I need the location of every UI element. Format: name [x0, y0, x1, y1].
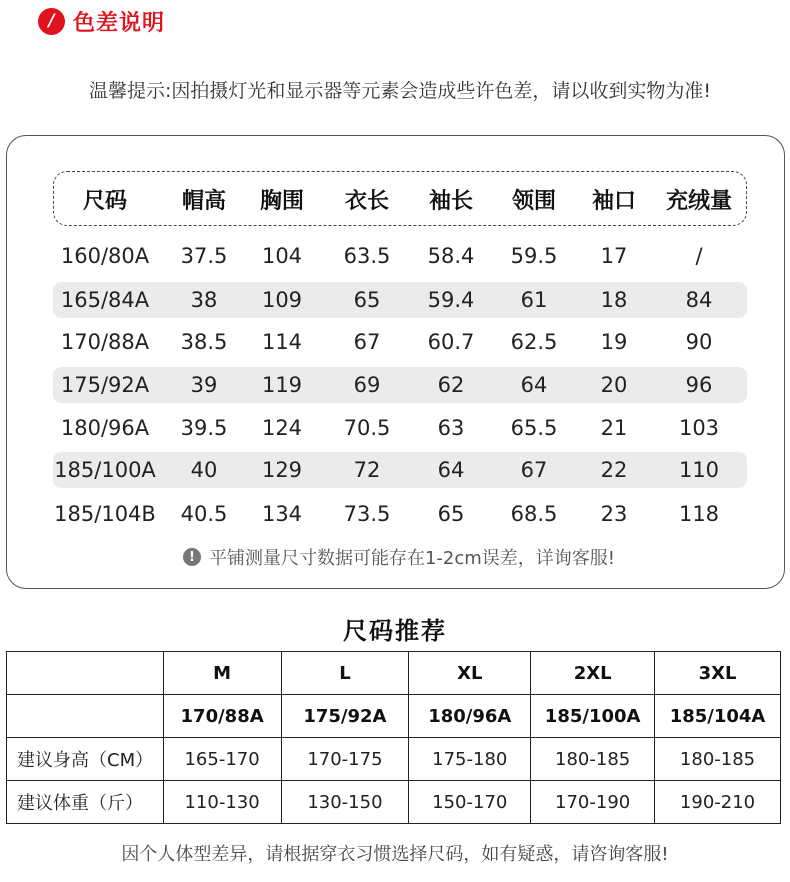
table-cell: 62	[437, 373, 465, 397]
header-cell: 袖长	[428, 188, 474, 214]
weight-cell: 150-170	[409, 781, 531, 824]
table-cell: 39.5	[180, 416, 228, 440]
height-cell: 180-185	[531, 738, 655, 781]
table-cell: 59.4	[427, 288, 475, 312]
table-cell: 39	[190, 373, 218, 397]
measurement-tip	[0, 544, 790, 570]
table-cell: 17	[600, 244, 628, 268]
table-cell: 185/104B	[54, 502, 156, 526]
table-cell: 96	[685, 373, 713, 397]
table-cell: 22	[600, 458, 628, 482]
color-note: 温馨提示:因拍摄灯光和显示器等元素会造成些许色差，请以收到实物为准!	[88, 80, 712, 102]
table-cell: 69	[353, 373, 381, 397]
exclamation-icon: !	[183, 548, 201, 566]
table-cell: 67	[520, 458, 548, 482]
weight-label: 建议体重（斤）	[7, 781, 164, 824]
table-row	[53, 282, 747, 318]
table-cell: 21	[600, 416, 628, 440]
table-cell: 118	[678, 502, 720, 526]
section-title: 色差说明	[73, 10, 166, 36]
table-cell: 64	[437, 458, 465, 482]
table-cell: 129	[261, 458, 303, 482]
header-cell: 尺码	[82, 188, 128, 214]
size-chart-header-row	[53, 180, 747, 218]
table-cell: 134	[261, 502, 303, 526]
table-cell: 61	[520, 288, 548, 312]
table-cell: 65	[353, 288, 381, 312]
tip-text: 平铺测量尺寸数据可能存在1-2cm误差，详询客服!	[208, 548, 616, 569]
table-cell: 180/96A	[60, 416, 150, 440]
section-header	[38, 6, 165, 36]
table-cell	[7, 695, 164, 738]
weight-cell: 130-150	[281, 781, 409, 824]
table-cell: 160/80A	[60, 244, 150, 268]
table-cell: 104	[261, 244, 303, 268]
header-cell: 胸围	[259, 188, 305, 214]
slash-badge-icon: /	[38, 8, 65, 35]
size-cell: L	[281, 652, 409, 695]
table-cell: 103	[678, 416, 720, 440]
size-cell: XL	[409, 652, 531, 695]
table-cell: 18	[600, 288, 628, 312]
table-cell: 64	[520, 373, 548, 397]
table-cell: 90	[685, 330, 713, 354]
header-cell: 衣长	[344, 188, 390, 214]
table-cell: 62.5	[510, 330, 558, 354]
size-cell: M	[163, 652, 281, 695]
table-cell	[7, 652, 164, 695]
table-cell: 70.5	[343, 416, 391, 440]
table-cell: 63	[437, 416, 465, 440]
table-cell: 67	[353, 330, 381, 354]
table-cell: 58.4	[427, 244, 475, 268]
table-cell: 38	[190, 288, 218, 312]
code-cell: 175/92A	[281, 695, 409, 738]
table-cell: 37.5	[180, 244, 228, 268]
table-cell: 110	[678, 458, 720, 482]
code-cell: 185/104A	[655, 695, 781, 738]
height-cell: 170-175	[281, 738, 409, 781]
table-cell: 109	[261, 288, 303, 312]
table-cell: 63.5	[343, 244, 391, 268]
table-cell: 19	[600, 330, 628, 354]
table-row	[53, 496, 747, 532]
table-row	[7, 652, 781, 695]
height-label: 建议身高（CM）	[7, 738, 164, 781]
table-cell: 165/84A	[60, 288, 150, 312]
table-cell: 65.5	[510, 416, 558, 440]
weight-cell: 170-190	[531, 781, 655, 824]
table-cell: 185/100A	[54, 458, 156, 482]
table-cell: 72	[353, 458, 381, 482]
table-cell: 60.7	[427, 330, 475, 354]
table-cell: 23	[600, 502, 628, 526]
recommend-table	[6, 651, 781, 824]
size-cell: 3XL	[655, 652, 781, 695]
table-cell: 68.5	[510, 502, 558, 526]
header-cell: 袖口	[591, 188, 637, 214]
table-cell: 124	[261, 416, 303, 440]
table-cell: 84	[685, 288, 713, 312]
code-cell: 185/100A	[531, 695, 655, 738]
header-cell: 领围	[511, 188, 557, 214]
recommend-title: 尺码推荐	[343, 617, 447, 645]
table-row	[7, 695, 781, 738]
table-cell: 170/88A	[60, 330, 150, 354]
table-cell: 65	[437, 502, 465, 526]
height-cell: 180-185	[655, 738, 781, 781]
header-cell: 帽高	[181, 188, 227, 214]
table-cell: /	[695, 244, 703, 268]
table-cell: 73.5	[343, 502, 391, 526]
weight-cell: 110-130	[163, 781, 281, 824]
table-row	[53, 324, 747, 360]
table-row	[53, 367, 747, 403]
table-cell: 119	[261, 373, 303, 397]
table-cell: 20	[600, 373, 628, 397]
table-cell: 59.5	[510, 244, 558, 268]
footer-note: 因个人体型差异，请根据穿衣习惯选择尺码，如有疑惑，请咨询客服!	[121, 844, 669, 865]
table-cell: 114	[261, 330, 303, 354]
table-row	[53, 410, 747, 446]
table-cell: 175/92A	[60, 373, 150, 397]
code-cell: 180/96A	[409, 695, 531, 738]
height-cell: 165-170	[163, 738, 281, 781]
table-row	[53, 238, 747, 274]
weight-cell: 190-210	[655, 781, 781, 824]
code-cell: 170/88A	[163, 695, 281, 738]
size-cell: 2XL	[531, 652, 655, 695]
table-cell: 38.5	[180, 330, 228, 354]
table-row	[53, 452, 747, 488]
table-row	[7, 781, 781, 824]
header-cell: 充绒量	[665, 188, 733, 214]
table-cell: 40	[190, 458, 218, 482]
table-row	[7, 738, 781, 781]
height-cell: 175-180	[409, 738, 531, 781]
table-cell: 40.5	[180, 502, 228, 526]
